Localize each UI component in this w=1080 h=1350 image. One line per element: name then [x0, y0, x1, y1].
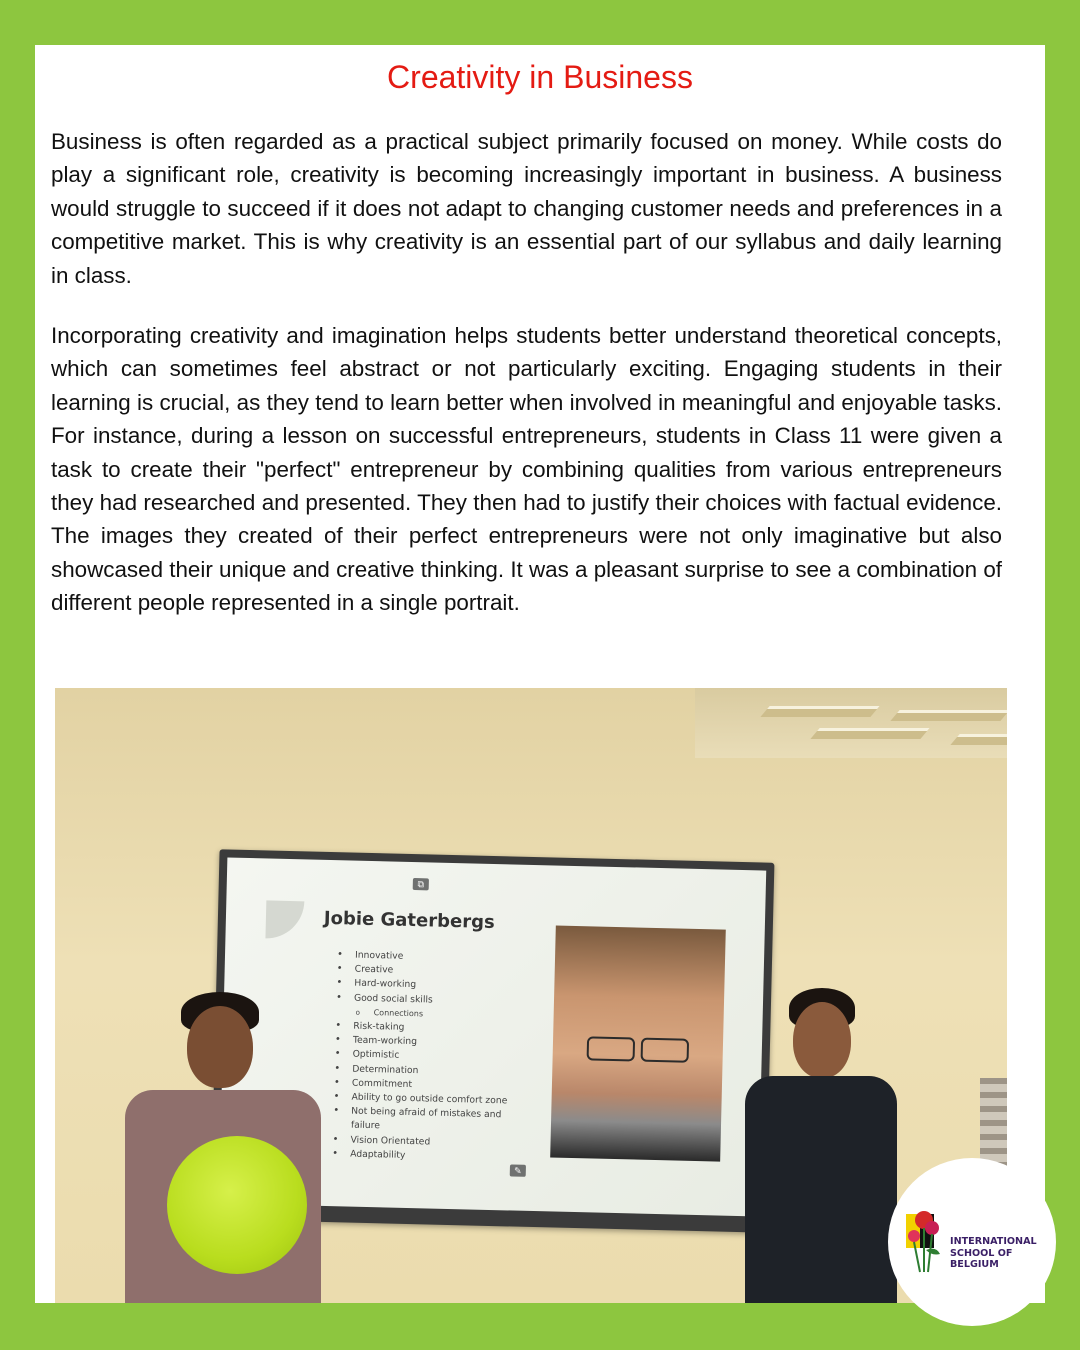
slide-bullet: • Ability to go outside comfort zone — [331, 1090, 531, 1109]
poppy-icon — [902, 1206, 946, 1276]
page-title: Creativity in Business — [387, 59, 693, 95]
balance-disc — [167, 1136, 307, 1274]
logo-line: BELGIUM — [950, 1259, 999, 1270]
logo-wordmark — [950, 1236, 1052, 1271]
slide-bullet: • Commitment — [332, 1076, 532, 1095]
slide-bullet: • Not being afraid of mistakes and failure — [331, 1104, 532, 1137]
glasses — [583, 1036, 694, 1061]
ceiling — [695, 688, 1007, 758]
slide-bullet: • Adaptability — [330, 1147, 530, 1166]
slide-bullet: • Risk-taking — [333, 1019, 533, 1038]
slide-bullet: • Optimistic — [332, 1048, 532, 1067]
slide-bullet: • Innovative — [335, 948, 535, 967]
slide-bullet: • Team-working — [333, 1033, 533, 1052]
slide-sub-bullet: o Connections — [333, 1005, 533, 1024]
slide-title: Jobie Gaterbergs — [323, 907, 495, 934]
slide-bullet: • Good social skills — [334, 991, 534, 1010]
school-logo — [888, 1158, 1056, 1326]
logo-line: INTERNATIONAL — [950, 1236, 1037, 1247]
article-panel — [35, 45, 1045, 1303]
slide-bullet: • Hard-working — [334, 977, 534, 996]
paragraph-intro: Business is often regarded as a practical subject primarily focused on money. While costs do play a significant role, creativity is becoming increasingly important in business. A business would struggle to succeed if it does not adapt to changing customer needs and preferences in a competitive market. This is why creativity is an essential part of our syllabus and daily learning in class. — [51, 129, 1002, 288]
screen-toolbar-icon: ⧉ — [413, 878, 429, 890]
slide-bullet: • Vision Orientated — [330, 1133, 530, 1152]
slide-bullet: • Creative — [335, 962, 535, 981]
slide-bullet-list — [330, 948, 535, 1166]
student-left — [115, 988, 335, 1303]
pen-icon: ✎ — [510, 1164, 526, 1176]
slide-bullet: • Determination — [332, 1062, 532, 1081]
logo-line: SCHOOL OF — [950, 1247, 1013, 1259]
slide-decoration — [265, 900, 304, 939]
paragraph-creativity: Incorporating creativity and imagination helps students better understand theoretical concepts, which can sometimes feel abstract or not particularly exciting. Engaging students in their learning is crucial, as they tend to learn better when involved in meaningful and enjoyable tasks. For instance, during a lesson on successful entrepreneurs, students in Class 11 were given a task to create their "perfect" entrepreneur by combining qualities from various entrepreneurs they had researched and presented. They then had to justify their choices with factual evidence. The images they created of their perfect entrepreneurs were not only imaginative but also showcased their unique and creative thinking. It was a pleasant surprise to see a combination of different people represented in a single portrait. — [51, 323, 1002, 616]
composite-portrait — [550, 926, 726, 1162]
classroom-photo — [55, 688, 1007, 1303]
